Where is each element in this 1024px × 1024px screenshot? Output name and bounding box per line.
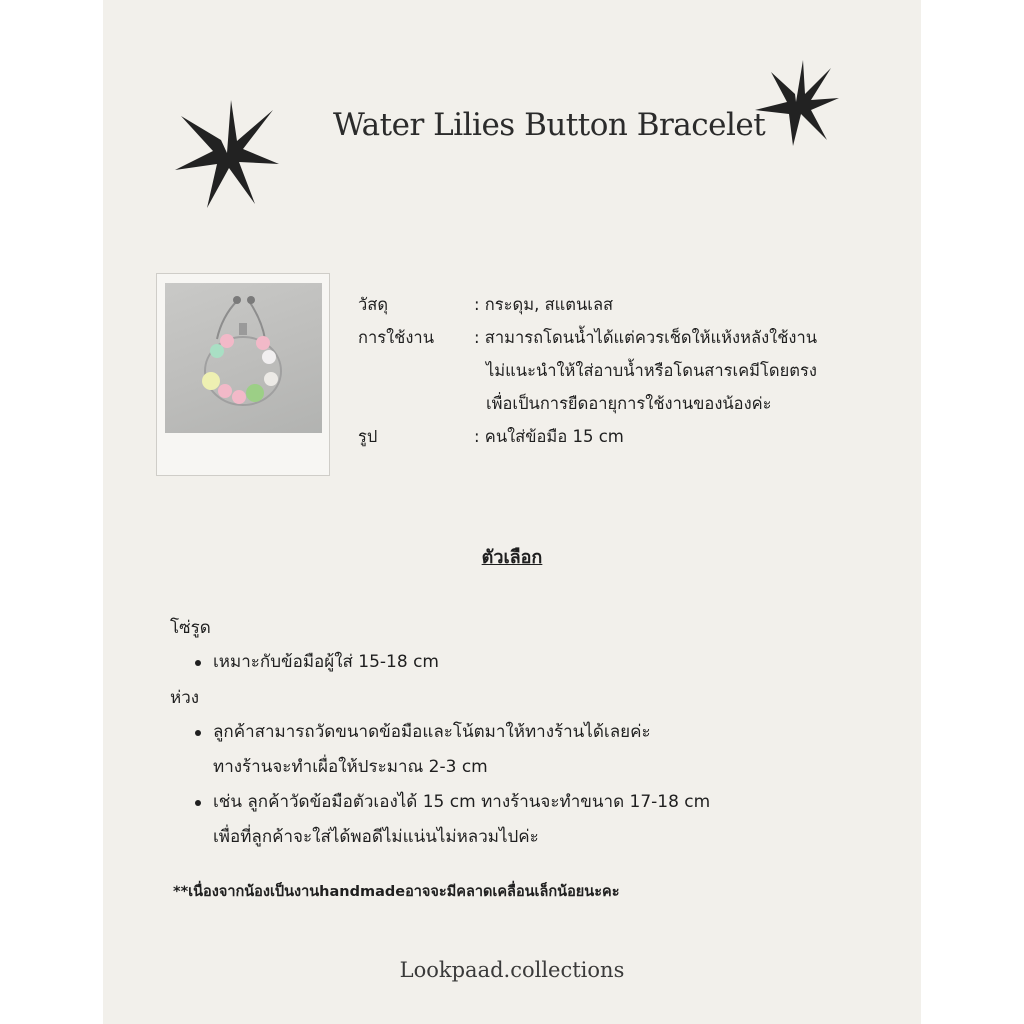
product-photo-frame [156,273,330,476]
list-item: เหมาะกับข้อมือผู้ใส่ 15-18 cm [193,645,893,680]
bracelet-photo [165,283,322,433]
section-heading: โซ่รูด [170,618,211,638]
bullet-list [193,645,893,680]
spec-label: วัสดุ [358,295,389,314]
spec-label: รูป [358,427,378,446]
spec-label: การใช้งาน [358,328,434,347]
spec-value: : คนใส่ข้อมือ 15 cm [474,427,624,446]
spec-row-material [358,288,918,321]
section-heading: ห่วง [170,688,200,708]
bullet-list [193,715,893,855]
spec-value: : กระดุม, สแตนเลส [474,295,614,314]
product-specs [358,288,918,453]
spec-value: ไม่แนะนำให้ใส่อาบน้ำหรือโดนสารเคมีโดยตรง [486,361,817,380]
handmade-note: **เนื่องจากน้องเป็นงานhandmadeอาจจะมีคลาดเคลื่อนเล็กน้อยนะคะ [173,884,620,900]
brand-name: Lookpaad.collections [399,958,625,982]
spec-value: เพื่อเป็นการยืดอายุการใช้งานของน้องค่ะ [486,394,772,413]
list-item: เช่น ลูกค้าวัดข้อมือตัวเองได้ 15 cm ทางร้านจะทำขนาด 17-18 cm เพื่อที่ลูกค้าจะใส่ได้พอดีไม่แน่นไม่หลวมไปค่ะ [193,785,893,855]
page-title: Water Lilies Button Bracelet [333,107,766,143]
asterisk-flower-icon [173,96,281,210]
options-heading: ตัวเลือก [481,547,543,568]
product-card [103,0,921,1024]
list-item: ลูกค้าสามารถวัดขนาดข้อมือและโน้ตมาให้ทางร้านได้เลยค่ะ ทางร้านจะทำเผื่อให้ประมาณ 2-3 cm [193,715,893,785]
spec-row-photo [358,420,918,453]
spec-row-usage [358,321,918,420]
spec-value: : สามารถโดนน้ำได้แต่ควรเช็ดให้แห้งหลังใช้งาน [474,328,818,347]
